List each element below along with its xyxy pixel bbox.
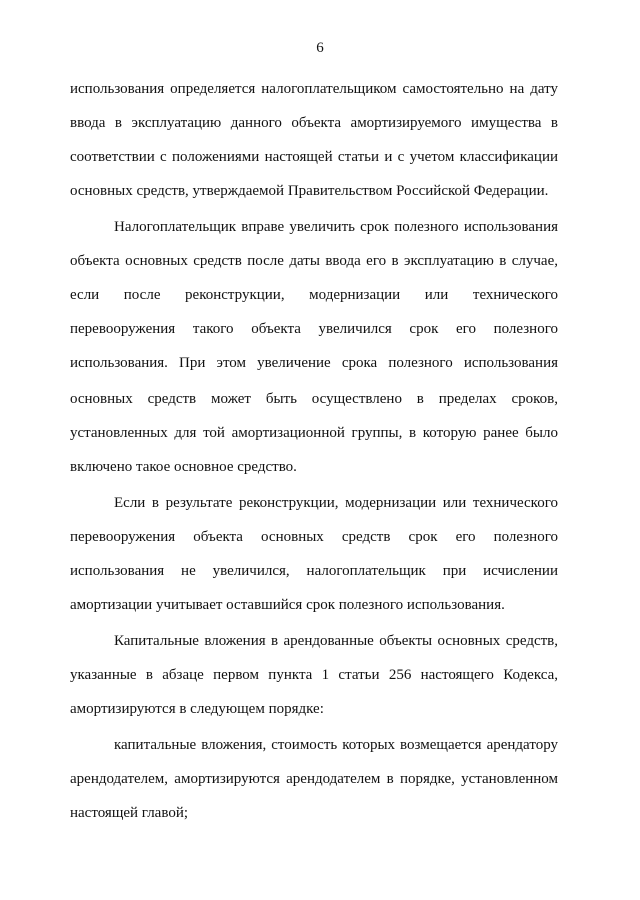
text-line: настоящей главой; xyxy=(70,805,189,821)
text-line: основных средств, утверждаемой Правительством Российской Федерации. xyxy=(70,183,549,199)
text-line: амортизации учитывает оставшийся срок полезного использования. xyxy=(70,597,505,613)
text-line: Если в результате реконструкции, модернизации или технического xyxy=(114,495,558,511)
text-line: Налогоплательщик вправе увеличить срок полезного использования xyxy=(114,219,558,235)
text-line: если после реконструкции, модернизации или технического xyxy=(70,287,558,303)
text-line: указанные в абзаце первом пункта 1 статьи 256 настоящего Кодекса, xyxy=(70,667,558,683)
page-number: 6 xyxy=(316,40,324,56)
text-line: установленных для той амортизационной группы, в которую ранее было xyxy=(70,425,558,441)
text-line: использования определяется налогоплательщиком самостоятельно на дату xyxy=(70,81,558,97)
text-line: капитальные вложения, стоимость которых возмещается арендатору xyxy=(114,737,558,753)
text-line: основных средств может быть осуществлено в пределах сроков, xyxy=(70,391,558,407)
text-line: амортизируются в следующем порядке: xyxy=(70,701,324,717)
text-line: перевооружения объекта основных средств срок его полезного xyxy=(70,529,558,545)
text-line: Капитальные вложения в арендованные объекты основных средств, xyxy=(114,633,558,649)
text-line: соответствии с положениями настоящей статьи и с учетом классификации xyxy=(70,149,558,165)
text-line: использования не увеличился, налогоплательщик при исчислении xyxy=(70,563,558,579)
text-line: объекта основных средств после даты ввода его в эксплуатацию в случае, xyxy=(70,253,558,269)
text-line: арендодателем, амортизируются арендодателем в порядке, установленном xyxy=(70,771,558,787)
text-line: включено такое основное средство. xyxy=(70,459,297,475)
text-line: ввода в эксплуатацию данного объекта амортизируемого имущества в xyxy=(70,115,558,131)
text-line: перевооружения такого объекта увеличился срок его полезного xyxy=(70,321,558,337)
text-line: использования. При этом увеличение срока полезного использования xyxy=(70,355,558,371)
